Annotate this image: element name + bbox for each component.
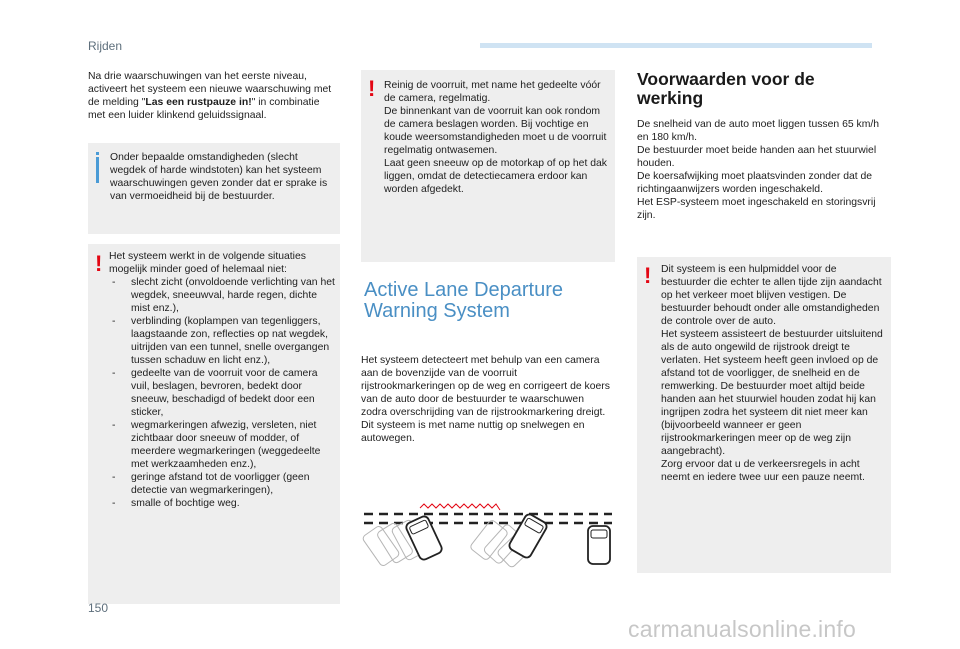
info-box [88,143,340,234]
warning-box-assistance [637,257,891,573]
section-title: Rijden [88,39,123,53]
intro-text-part1: Na drie waarschuwingen van het eerste niveau, activeert het systeem een nieuwe waarschuwing met de melding " [88,71,332,108]
watermark-text: carmanualsonline.info [628,616,856,642]
limitations-intro: Het systeem werkt in de volgende situaties mogelijk minder goed of helemaal niet: [109,251,306,275]
warning-icon: ! [95,251,103,276]
lane-departure-illustration [360,492,616,568]
section-header-bar [480,43,872,48]
car-straight [588,526,610,564]
info-icon [96,157,99,183]
warning-box-windscreen [361,70,615,262]
intro-paragraph [88,70,332,122]
list-item: - wegmarkeringen afwezig, versleten, niet zichtbaar door sneeuw of modder, of meerdere wegmarkeringen (weggedeelte met werkzaamheden enz.), [109,419,337,471]
assistance-warning-text: Dit systeem is een hulpmiddel voor de bestuurder die echter te allen tijde zijn aandacht op het verkeer moet blijven vestigen. De bestuurder behoudt onder alle omstandigheden de controle over de auto. Het systeem assisteert de bestuurder uitsluitend als de auto ongewild de rijstrook dreigt te verlaten. Het systeem heeft geen invloed op de afstand tot de voorligger, de snelheid en de remwerking. De bestuurder moet altijd beide handen aan het stuurwiel houden zodat hij kan ingrijpen zodra het systeem dit niet meer kan (bijvoorbeeld wanneer er geen rijstrookmarkeringen meer op de weg zijn aangebracht). Zorg ervoor dat u de verkeersregels in acht neemt en iedere twee uur een pauze neemt. [661,264,883,483]
car-corrected [508,513,549,560]
intro-text-part2: " in combinatie met een luider klinkend geluidssignaal. [88,97,320,121]
lane-departure-heading: Active Lane Departure Warning System [364,279,564,322]
list-item: - verblinding (koplampen van tegenliggers, laagstaande zon, reflecties op nat wegdek, uitrijden van een tunnel, snelle overgangen tussen schaduw en licht enz.), [109,315,337,367]
warning-box-limitations [88,244,340,604]
list-item: - geringe afstand tot de voorligger (geen detectie van wegmarkeringen), [109,471,337,497]
list-item: - gedeelte van de voorruit voor de camera vuil, beslagen, bevroren, bedekt door sneeuw, beschadigd of bedekt door een sticker, [109,367,337,419]
lane-departure-description: Het systeem detecteert met behulp van een camera aan de bovenzijde van de voorruit rijstrookmarkeringen op de weg en corrigeert de koers van de auto door de bestuurder te waarschuwen zodra overschrijding van de rijstrookmarkering dreigt. Dit systeem is met name nuttig op snelwegen en autowegen. [361,355,610,444]
list-item: - slecht zicht (onvoldoende verlichting van het wegdek, sneeuwval, harde regen, dichte mist enz.), [109,276,337,315]
conditions-heading: Voorwaarden voor de werking [637,69,815,108]
warning-icon: ! [644,263,652,288]
page-number: 150 [88,601,109,615]
list-item: - smalle of bochtige weg. [109,497,337,510]
vibration-zigzag [420,504,500,510]
limitations-list [109,276,337,510]
warning-icon: ! [368,76,376,101]
windscreen-warning-text: Reinig de voorruit, met name het gedeelte vóór de camera, regelmatig. De binnenkant van de voorruit kan ook rondom de camera beslagen worden. Bij vochtige en koude weersomstandigheden moet u de voorruit regelmatig ontwasemen. Laat geen sneeuw op de motorkap of op het dak liggen, omdat de detectiecamera erdoor kan worden afgedekt. [384,80,607,195]
info-box-text: Onder bepaalde omstandigheden (slecht wegdek of harde windstoten) kan het systeem waarschuwingen geven zonder dat er sprake is van vermoeidheid bij de bestuurder. [110,152,328,202]
conditions-text: De snelheid van de auto moet liggen tussen 65 km/h en 180 km/h. De bestuurder moet beide handen aan het stuurwiel houden. De koersafwijking moet plaatsvinden zonder dat de richtingaanwijzers worden ingeschakeld. Het ESP-systeem moet ingeschakeld en storingsvrij zijn. [637,119,880,221]
intro-message-bold: Las een rustpauze in! [145,97,252,108]
